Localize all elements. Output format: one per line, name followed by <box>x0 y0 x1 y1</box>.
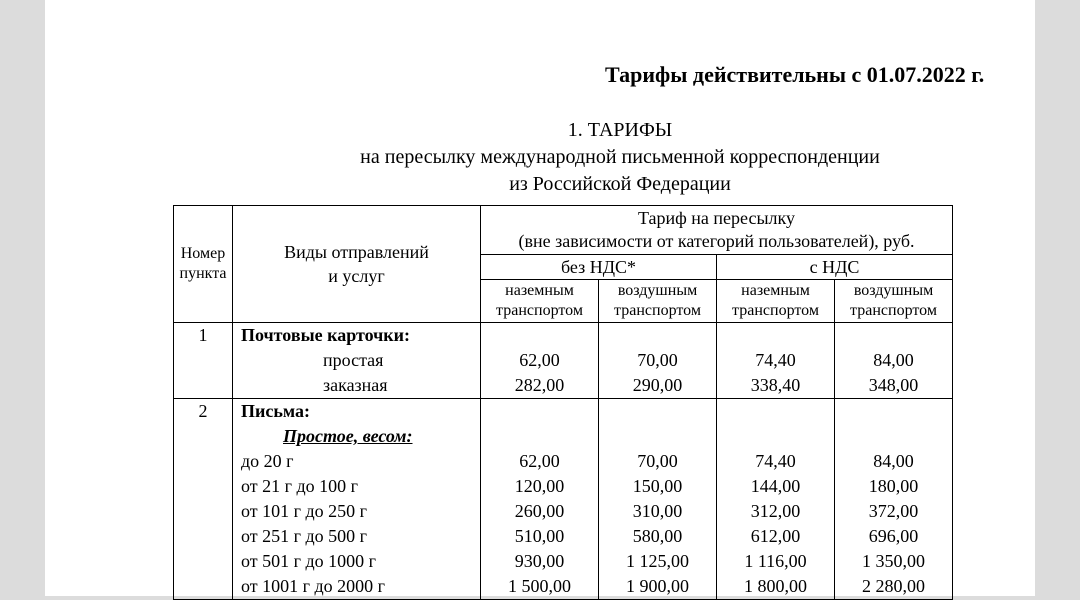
header-air-line2: транспортом <box>850 302 937 319</box>
section-1-ground-no-vat <box>481 323 599 399</box>
tariff-value: 62,00 <box>519 451 560 471</box>
tariff-value: 74,40 <box>755 350 796 370</box>
header-air-line1: воздушным <box>617 282 698 299</box>
table-row-section-1 <box>174 323 953 399</box>
tariff-value: 282,00 <box>514 375 565 395</box>
tariff-value: 84,00 <box>873 350 914 370</box>
tariff-value: 84,00 <box>873 451 914 471</box>
header-air-no-vat <box>599 280 717 323</box>
tariff-value: 1 900,00 <box>626 576 689 596</box>
document-subtitle: на пересылку международной письменной корреспонденции <box>360 146 880 168</box>
tariff-value: 1 116,00 <box>744 551 807 571</box>
header-air-line1: воздушным <box>853 282 934 299</box>
tariff-value: 338,40 <box>750 375 801 395</box>
header-number-line1: Номер <box>180 245 226 262</box>
header-ground-with-vat <box>717 280 835 323</box>
tariff-value: 260,00 <box>514 501 565 521</box>
header-ground-line2: транспортом <box>496 302 583 319</box>
section-1-ground-with-vat <box>717 323 835 399</box>
document-page <box>45 0 1035 596</box>
section-2-ground-no-vat <box>481 399 599 600</box>
tariff-value: 290,00 <box>632 375 683 395</box>
header-with-vat: с НДС <box>717 255 953 280</box>
row-label: от 1001 г до 2000 г <box>241 576 386 596</box>
section-2-air-no-vat <box>599 399 717 600</box>
section-2-title: Письма: <box>241 401 311 421</box>
section-1-labels <box>233 323 481 399</box>
tariff-value: 150,00 <box>632 476 683 496</box>
header-ground-line2: транспортом <box>732 302 819 319</box>
tariff-value: 1 125,00 <box>626 551 689 571</box>
tariff-value: 120,00 <box>514 476 565 496</box>
tariff-value: 580,00 <box>632 526 683 546</box>
header-air-line2: транспортом <box>614 302 701 319</box>
row-label: от 501 г до 1000 г <box>241 551 377 571</box>
header-ground-no-vat <box>481 280 599 323</box>
table-row-section-2 <box>174 399 953 600</box>
tariff-value: 70,00 <box>637 451 678 471</box>
tariff-value: 1 500,00 <box>508 576 571 596</box>
header-number-line2: пункта <box>179 265 227 282</box>
tariff-value: 1 800,00 <box>744 576 807 596</box>
row-label: заказная <box>323 375 388 395</box>
header-ground-line1: наземным <box>505 282 574 299</box>
header-tariff <box>481 206 953 255</box>
document-subtitle-2: из Российской Федерации <box>509 173 731 195</box>
row-label: от 101 г до 250 г <box>241 501 368 521</box>
header-kind-line1: Виды отправлений <box>284 242 429 262</box>
row-label: до 20 г <box>241 451 294 471</box>
tariff-value: 372,00 <box>868 501 919 521</box>
row-label: от 21 г до 100 г <box>241 476 359 496</box>
tariff-value: 62,00 <box>519 350 560 370</box>
section-2-number: 2 <box>198 401 208 421</box>
header-kind <box>233 206 481 323</box>
tariff-value: 612,00 <box>750 526 801 546</box>
tariff-value: 180,00 <box>868 476 919 496</box>
section-1-air-no-vat <box>599 323 717 399</box>
section-2-air-with-vat <box>835 399 953 600</box>
header-kind-line2: и услуг <box>328 266 385 286</box>
header-tariff-line2: (вне зависимости от категорий пользователей), руб. <box>518 231 915 251</box>
row-label: простая <box>323 350 384 370</box>
row-label: от 251 г до 500 г <box>241 526 368 546</box>
header-air-with-vat <box>835 280 953 323</box>
header-number <box>174 206 233 323</box>
tariff-value: 312,00 <box>750 501 801 521</box>
tariff-value: 1 350,00 <box>862 551 925 571</box>
section-number <box>174 323 233 399</box>
tariff-value: 70,00 <box>637 350 678 370</box>
section-2-ground-with-vat <box>717 399 835 600</box>
tariff-value: 144,00 <box>750 476 801 496</box>
effective-date: Тарифы действительны с 01.07.2022 г. <box>605 62 985 87</box>
document-title: 1. ТАРИФЫ <box>567 119 673 141</box>
section-1-title: Почтовые карточки: <box>241 325 411 345</box>
tariff-table <box>173 205 953 600</box>
section-2-labels <box>233 399 481 600</box>
tariff-value: 510,00 <box>514 526 565 546</box>
section-2-subtitle: Простое, весом: <box>283 426 413 446</box>
section-number <box>174 399 233 600</box>
tariff-value: 2 280,00 <box>862 576 925 596</box>
tariff-value: 348,00 <box>868 375 919 395</box>
header-ground-line1: наземным <box>741 282 810 299</box>
tariff-value: 930,00 <box>514 551 565 571</box>
header-no-vat: без НДС* <box>481 255 717 280</box>
header-tariff-line1: Тариф на пересылку <box>637 208 796 228</box>
tariff-value: 74,40 <box>755 451 796 471</box>
section-1-number: 1 <box>198 325 208 345</box>
section-1-air-with-vat <box>835 323 953 399</box>
tariff-value: 696,00 <box>868 526 919 546</box>
tariff-value: 310,00 <box>632 501 683 521</box>
